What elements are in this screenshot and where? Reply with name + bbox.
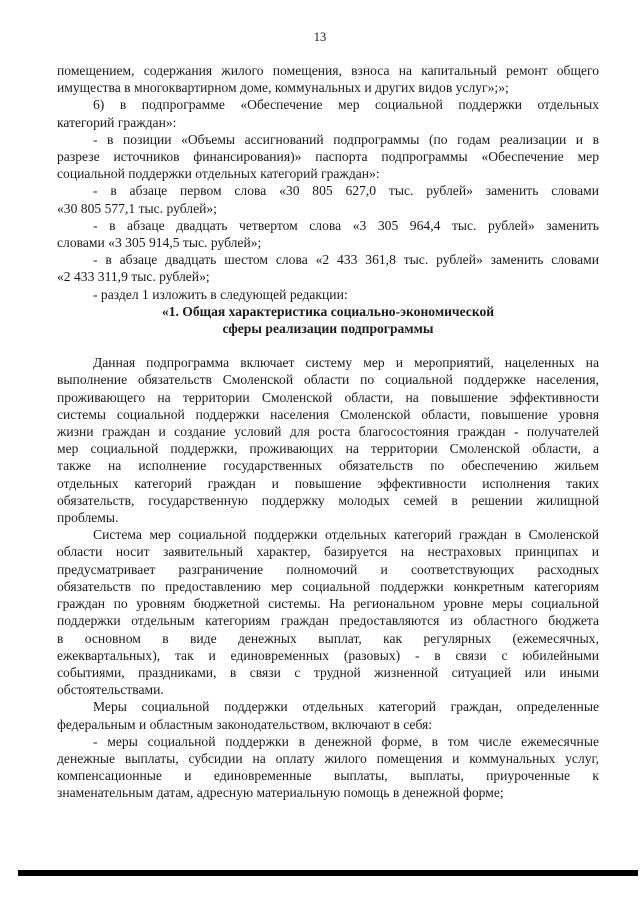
section-heading <box>57 303 599 337</box>
text-line: - меры социальной поддержки в денежной форме, в том числе ежемесячные <box>93 733 599 749</box>
text-line: социальной поддержки отдельных категорий граждан»: <box>57 166 380 182</box>
text-line: «30 805 577,1 тыс. рублей»; <box>57 200 217 216</box>
text-line: жизни граждан и создание условий для роста благосостояния граждан - получателей <box>57 424 599 440</box>
text-line: помещением, содержания жилого помещения, взноса на капитальный ремонт общего <box>57 63 599 78</box>
text-line: 6) в подпрограмме «Обеспечение мер социальной поддержки отдельных <box>93 97 599 113</box>
text-line: федеральным и областным законодательством, включают в себя: <box>57 716 433 732</box>
text-line: денежные выплаты, субсидии на оплату жилого помещения и коммунальных услуг, <box>57 750 599 766</box>
text-line: проблемы. <box>57 510 119 526</box>
text-line: имущества в многоквартирном доме, коммунальных и других видов услуг»;»; <box>57 80 509 96</box>
text-line: - в абзаце двадцать шестом слова «2 433 361,8 тыс. рублей» заменить словами <box>93 252 599 268</box>
text-line: отдельных категорий граждан и повышение эффективности исполнения таких <box>57 475 599 491</box>
text-line: событиями, праздниками, в связи с трудной жизненной ситуацией или иными <box>57 664 599 680</box>
text-line: также на исполнение государственных обязательств по обеспечению жильем <box>57 458 599 474</box>
text-line: словами «3 305 914,5 тыс. рублей»; <box>57 235 262 251</box>
text-line: Меры социальной поддержки отдельных категорий граждан, определенные <box>93 699 599 715</box>
text-line: компенсационные и единовременные выплаты, выплаты, приуроченные к <box>57 768 599 784</box>
document-body <box>57 62 599 802</box>
heading-line: «1. Общая характеристика социально-экономической <box>161 303 495 319</box>
heading-line: сферы реализации подпрограммы <box>222 321 434 337</box>
text-line: области носит заявительный характер, базируется на нестраховых принципах и <box>57 544 599 560</box>
text-line: обстоятельствами. <box>57 682 164 698</box>
text-line: обязательств, государственную поддержку молодых семей в решении жилищной <box>57 492 599 508</box>
text-line: категорий граждан»: <box>57 114 177 130</box>
text-line: в основном в виде денежных выплат, как регулярных (ежемесячных, <box>57 630 599 646</box>
text-line: системы социальной поддержки населения Смоленской области, повышение уровня <box>57 406 599 422</box>
page-bottom-rule <box>18 870 638 876</box>
text-line: предусматривает разграничение полномочий и соответствующих расходных <box>57 561 599 577</box>
text-line: Система мер социальной поддержки отдельных категорий граждан в Смоленской <box>93 527 599 543</box>
text-line: проживающего на территории Смоленской области, на повышение эффективности <box>57 389 599 405</box>
text-line: ежеквартальных), так и единовременных (разовых) - в связи с юбилейными <box>57 647 599 663</box>
text-line: поддержки отдельным категориям граждан предоставляются из областного бюджета <box>57 613 599 629</box>
text-line: граждан по уровням бюджетной системы. На региональном уровне меры социальной <box>57 596 599 612</box>
text-line: - в позиции «Объемы ассигнований подпрограммы (по годам реализации и в <box>93 131 599 147</box>
text-line: - раздел 1 изложить в следующей редакции: <box>93 286 348 302</box>
spacer <box>57 337 599 354</box>
text-line: разрезе источников финансирования)» паспорта подпрограммы «Обеспечение мер <box>57 149 599 165</box>
text-line: мер социальной поддержки, проживающих на территории Смоленской области, а <box>57 441 599 457</box>
text-line: Данная подпрограмма включает систему мер и мероприятий, нацеленных на <box>93 355 599 371</box>
text-line: выполнение обязательств Смоленской области по социальной поддержке населения, <box>57 372 599 388</box>
text-line: «2 433 311,9 тыс. рублей»; <box>57 269 210 285</box>
text-line: знаменательным датам, адресную материальную помощь в денежной форме; <box>57 785 504 801</box>
text-line: обязательств по предоставлению мер социальной поддержки конкретным категориям <box>57 578 599 594</box>
text-line: - в абзаце первом слова «30 805 627,0 тыс. рублей» заменить словами <box>93 183 599 199</box>
text-line: - в абзаце двадцать четвертом слова «3 305 964,4 тыс. рублей» заменить <box>93 217 599 233</box>
page-number: 13 <box>313 30 327 44</box>
